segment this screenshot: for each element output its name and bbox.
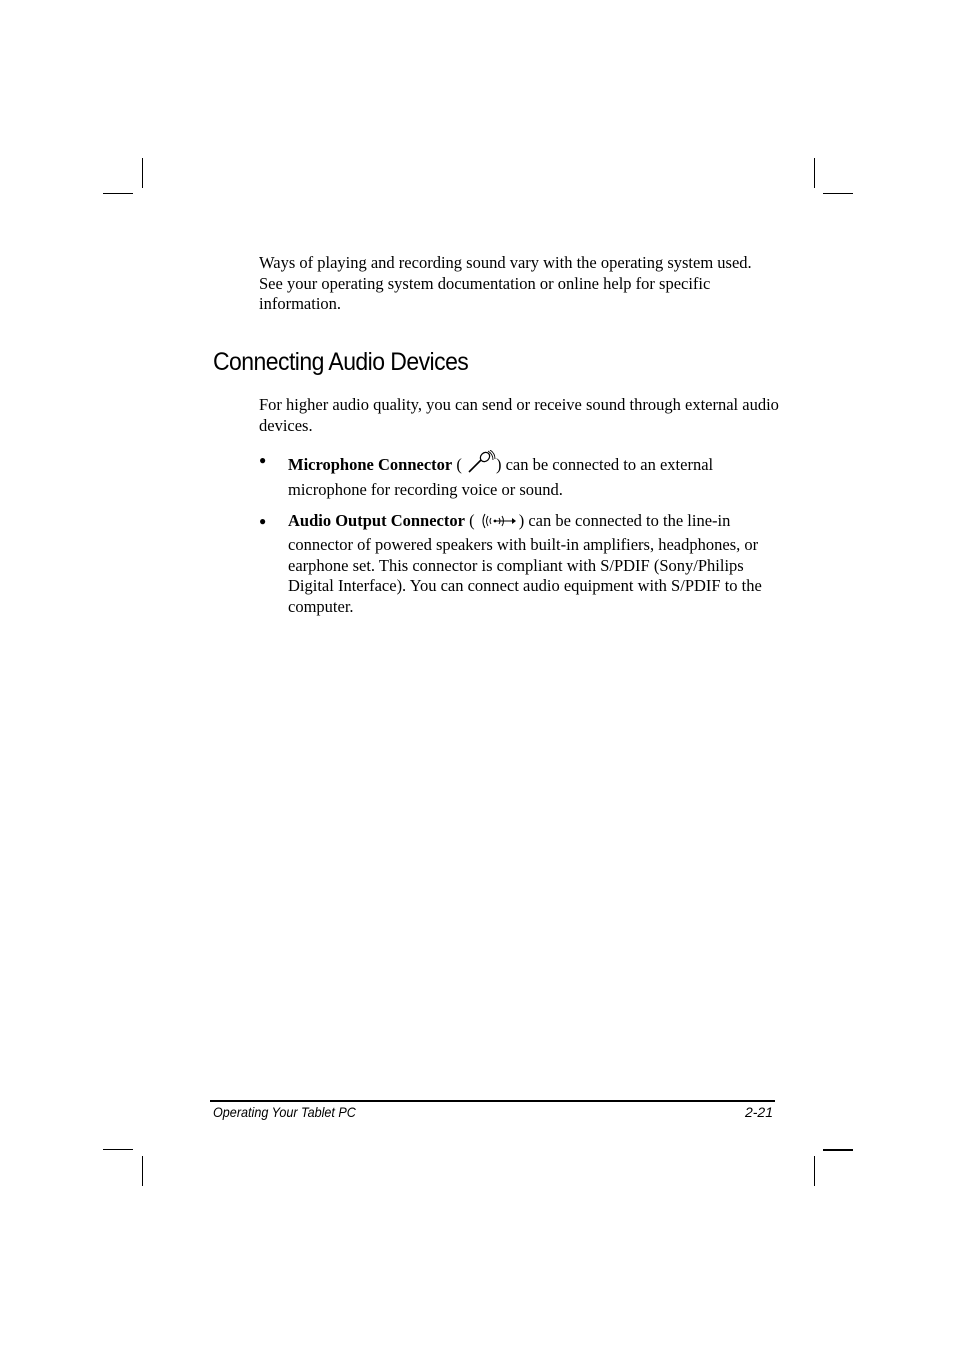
crop-mark (142, 1156, 143, 1186)
microphone-icon (466, 450, 496, 480)
crop-mark (823, 193, 853, 194)
connector-list (259, 450, 779, 617)
bullet-dot: ● (259, 453, 267, 467)
footer-rule (210, 1100, 775, 1102)
crop-mark (103, 193, 133, 194)
bullet-dot: ● (259, 513, 267, 528)
crop-mark (823, 1149, 853, 1151)
paren-open: ( (452, 455, 462, 474)
list-item-audio-output (259, 511, 779, 618)
paren-open: ( (464, 510, 475, 530)
intro-paragraph: Ways of playing and recording sound vary with the operating system used. See your operating system documentation or online help for specific information. (259, 253, 752, 313)
crop-mark (103, 1149, 133, 1150)
section-description: For higher audio quality, you can send or receive sound through external audio devices. (259, 395, 779, 435)
footer-chapter-title: Operating Your Tablet PC (213, 1104, 356, 1120)
audio-output-connector-title: Audio Output Connector (288, 510, 465, 530)
list-item-microphone (259, 450, 779, 500)
audio-output-connector-text: ) can be connected to the line-in connector of powered speakers with built-in amplifiers, headphones, or earphone set. This connector is compliant with S/PDIF (Sony/Philips Digital Interface). You can connect audio equipment with S/PDIF to the computer. (288, 510, 762, 616)
microphone-connector-title: Microphone Connector (288, 455, 453, 474)
audio-output-icon (479, 512, 519, 536)
crop-mark (814, 158, 815, 188)
section-heading: Connecting Audio Devices (213, 348, 469, 376)
crop-mark (814, 1156, 815, 1186)
page-number: 2-21 (744, 1104, 773, 1120)
microphone-connector-text: ) can be connected to an external microphone for recording voice or sound. (288, 455, 714, 499)
crop-mark (142, 158, 143, 188)
